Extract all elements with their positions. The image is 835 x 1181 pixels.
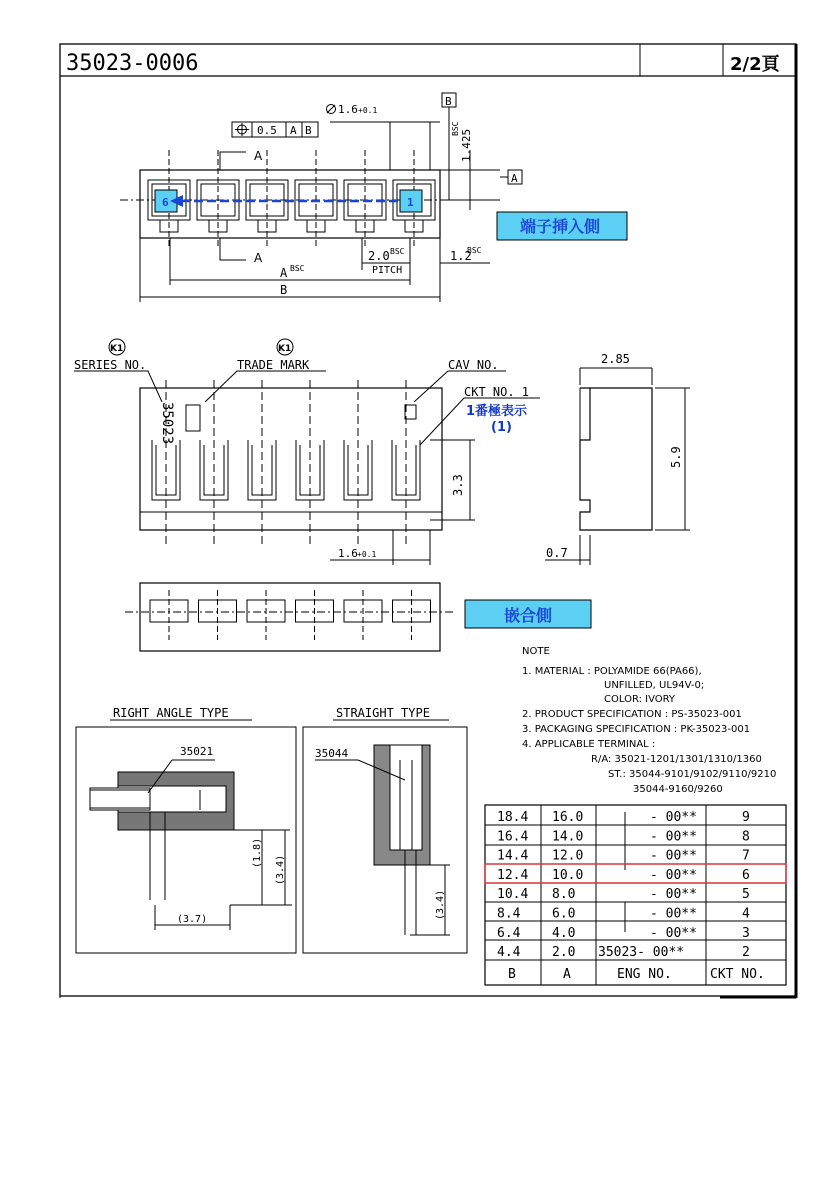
dim-07: 0.7 bbox=[546, 546, 568, 560]
table-cell-b: 8.4 bbox=[497, 906, 521, 922]
table-cell-ckt: 7 bbox=[742, 848, 750, 864]
insert-side-label: 端子挿入側 bbox=[520, 217, 601, 236]
pin1-note-2: (1) bbox=[491, 420, 512, 435]
section-a-upper: A bbox=[254, 149, 263, 163]
mating-cells bbox=[150, 590, 431, 640]
dim-pitch-bsc: BSC bbox=[390, 247, 405, 256]
mating-cell bbox=[150, 590, 188, 640]
table-cell-a: 6.0 bbox=[552, 906, 576, 922]
table-row bbox=[497, 829, 750, 844]
table-cell-b: 4.4 bbox=[497, 945, 521, 961]
note-line: ST.: 35044-9101/9102/9110/9210 bbox=[608, 769, 777, 780]
dim-16: 1.6 bbox=[338, 547, 358, 560]
note-line: 3. PACKAGING SPECIFICATION : PK-35023-001 bbox=[522, 724, 751, 735]
flatness-value: 0.5 bbox=[257, 124, 277, 137]
table-cell-a: 16.0 bbox=[552, 810, 584, 825]
table-row bbox=[497, 926, 750, 941]
table-row bbox=[497, 945, 750, 960]
top-cavity bbox=[246, 150, 288, 248]
table-cell-a: 10.0 bbox=[552, 867, 584, 883]
part-number: 35023-0006 bbox=[66, 51, 199, 76]
straight-type-label: STRAIGHT TYPE bbox=[336, 706, 430, 720]
dim-34-st: (3.4) bbox=[435, 889, 446, 920]
table-header-b: B bbox=[508, 967, 516, 982]
datum-a-label: A bbox=[511, 172, 518, 185]
note-line: COLOR: IVORY bbox=[604, 694, 676, 705]
table-cell-ckt: 6 bbox=[742, 867, 750, 883]
dim-a-bsc: BSC bbox=[290, 264, 305, 273]
table-row bbox=[497, 907, 750, 922]
datum-b-label: B bbox=[445, 95, 452, 108]
table-cell-eng: - 00** bbox=[650, 906, 697, 922]
section-a-lower: A bbox=[254, 251, 263, 265]
table-row bbox=[497, 868, 750, 883]
dim-a: A bbox=[280, 266, 288, 280]
note-line: UNFILLED, UL94V-0; bbox=[604, 680, 705, 691]
table-cell-b: 18.4 bbox=[497, 810, 529, 825]
dim-1425-bsc: BSC bbox=[451, 121, 460, 136]
hole-dia-tol: +0.1 bbox=[358, 106, 378, 115]
ra-terminal-label: 35021 bbox=[180, 745, 214, 758]
mating-view bbox=[125, 583, 455, 651]
series-mark: 35023 bbox=[159, 402, 175, 445]
front-view bbox=[74, 339, 540, 565]
mating-cell bbox=[247, 590, 285, 640]
top-view bbox=[120, 93, 627, 302]
table-cell-ckt: 3 bbox=[742, 925, 750, 941]
pitch-label: PITCH bbox=[372, 265, 403, 276]
ckt-no-label: CKT NO. 1 bbox=[464, 385, 530, 399]
flatness-datum-b: B bbox=[305, 124, 312, 137]
table-cell-b: 10.4 bbox=[497, 887, 529, 903]
dim-18: (1.8) bbox=[252, 837, 263, 868]
dim-12: 1.2 bbox=[450, 249, 472, 263]
table-header-ckt: CKT NO. bbox=[710, 967, 765, 982]
table-cell-eng: - 00** bbox=[650, 867, 697, 883]
notes bbox=[522, 646, 776, 795]
table-cell-b: 12.4 bbox=[497, 867, 529, 883]
cav-no-label: CAV NO. bbox=[448, 358, 499, 372]
flatness-datum-a: A bbox=[290, 124, 297, 137]
dim-285: 2.85 bbox=[601, 352, 630, 366]
dim-33: 3.3 bbox=[451, 474, 465, 496]
table-cell-b: 14.4 bbox=[497, 848, 529, 864]
k1-mark-series: K1 bbox=[110, 344, 124, 354]
table-cell-ckt: 5 bbox=[742, 887, 750, 903]
trade-mark-label: TRADE MARK bbox=[237, 358, 310, 372]
top-cavities bbox=[148, 150, 435, 248]
dim-37: (3.7) bbox=[177, 914, 208, 925]
front-slot bbox=[200, 380, 228, 545]
notes-heading: NOTE bbox=[522, 646, 550, 657]
front-slot bbox=[344, 380, 372, 545]
mating-side-label: 嵌合側 bbox=[504, 606, 553, 625]
table-rows bbox=[497, 810, 750, 960]
pin-6-number: 6 bbox=[162, 196, 169, 209]
mating-cell bbox=[344, 590, 382, 640]
hole-dia-value: 1.6 bbox=[338, 103, 358, 116]
table-cell-ckt: 2 bbox=[742, 945, 750, 961]
table-cell-a: 14.0 bbox=[552, 829, 584, 845]
dim-1425: 1.425 bbox=[460, 128, 473, 162]
table-cell-b: 6.4 bbox=[497, 925, 521, 941]
top-cavity bbox=[295, 150, 337, 248]
table-header-eng: ENG NO. bbox=[617, 967, 672, 982]
front-slot bbox=[248, 380, 276, 545]
front-slot bbox=[296, 380, 324, 545]
table-cell-a: 8.0 bbox=[552, 887, 576, 903]
dim-12-bsc: BSC bbox=[467, 246, 482, 255]
table-cell-ckt: 4 bbox=[742, 906, 750, 922]
pin1-note-1: 1番極表示 bbox=[466, 404, 528, 419]
page-number: 2/2頁 bbox=[730, 54, 780, 75]
table-cell-a: 12.0 bbox=[552, 848, 584, 864]
note-line: 35044-9160/9260 bbox=[633, 784, 723, 795]
dim-b: B bbox=[280, 283, 288, 297]
table-cell-eng: - 00** bbox=[650, 887, 697, 903]
pin-1-number: 1 bbox=[407, 196, 414, 209]
dim-34: (3.4) bbox=[275, 854, 286, 885]
table-cell-eng: - 00** bbox=[650, 810, 697, 825]
table-cell-ckt: 9 bbox=[742, 810, 750, 825]
top-cavity bbox=[344, 150, 386, 248]
dim-pitch: 2.0 bbox=[368, 249, 390, 263]
series-no-label: SERIES NO. bbox=[74, 358, 147, 372]
right-angle-type-label: RIGHT ANGLE TYPE bbox=[113, 706, 229, 720]
highlighted-row bbox=[485, 864, 786, 883]
note-line: 2. PRODUCT SPECIFICATION : PS-35023-001 bbox=[522, 709, 742, 720]
table-row bbox=[497, 810, 750, 825]
table-cell-eng: 35023- 00** bbox=[598, 945, 685, 961]
table-row bbox=[497, 849, 750, 864]
k1-mark-trade: K1 bbox=[278, 344, 292, 354]
table-cell-a: 2.0 bbox=[552, 945, 576, 961]
note-line: R/A: 35021-1201/1301/1310/1360 bbox=[591, 754, 762, 765]
table-cell-eng: - 00** bbox=[650, 925, 697, 941]
mating-cell bbox=[296, 590, 334, 640]
table-cell-b: 16.4 bbox=[497, 829, 529, 845]
top-cavity bbox=[197, 150, 239, 248]
mating-cell bbox=[393, 590, 431, 640]
note-line: 4. APPLICABLE TERMINAL : bbox=[522, 739, 656, 750]
circuit-table bbox=[485, 805, 786, 985]
table-cell-eng: - 00** bbox=[650, 848, 697, 864]
st-terminal-label: 35044 bbox=[315, 747, 349, 760]
table-cell-a: 4.0 bbox=[552, 925, 576, 941]
dim-16-tol: +0.1 bbox=[357, 550, 377, 559]
table-cell-ckt: 8 bbox=[742, 829, 750, 845]
mating-cell bbox=[199, 590, 237, 640]
note-line: 1. MATERIAL : POLYAMIDE 66(PA66), bbox=[522, 666, 702, 677]
table-cell-eng: - 00** bbox=[650, 829, 697, 845]
table-header-a: A bbox=[563, 967, 571, 982]
dim-59: 5.9 bbox=[669, 446, 683, 468]
table-row bbox=[497, 887, 750, 902]
